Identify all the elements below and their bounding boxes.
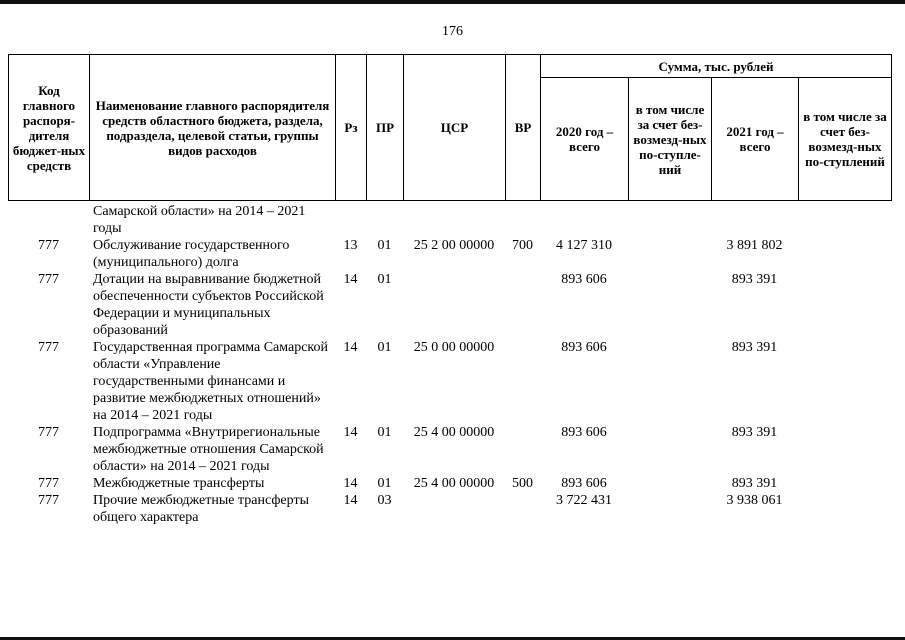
- row-name: Самарской области» на 2014 – 2021 годы: [93, 204, 306, 236]
- header-csr: ЦСР: [404, 55, 506, 201]
- row-2020-total: 893 606: [561, 272, 607, 287]
- row-name: Подпрограмма «Внутрирегиональные межбюджетные отношения Самарской области» на 2014 – 2021 годы: [93, 425, 324, 474]
- header-2020-grants: в том числе за счет без-возмезд-ных по-ступле-ний: [629, 78, 712, 201]
- table-body: [8, 203, 891, 526]
- row-csr: [403, 492, 505, 526]
- row-2021-grants: [798, 492, 891, 526]
- row-rz: 13: [343, 238, 358, 253]
- row-vr: [505, 271, 540, 339]
- header-2020-total: 2020 год – всего: [541, 78, 629, 201]
- row-name: Государственная программа Самарской области «Управление государственными финансами и развитие межбюджетных отношений» на 2014 – 2021 годы: [93, 340, 329, 423]
- header-code: Код главного распоря-дителя бюджет-ных средств: [9, 55, 90, 201]
- row-csr: 25 0 00 00000: [413, 340, 495, 355]
- row-2021-grants: [798, 424, 891, 475]
- row-2021-total: 893 391: [731, 340, 778, 355]
- row-rz: 14: [343, 425, 358, 440]
- row-2021-total: 893 391: [731, 272, 778, 287]
- row-csr: 25 4 00 00000: [413, 425, 495, 440]
- table-row: [8, 271, 891, 339]
- row-csr: [403, 271, 505, 339]
- row-pr: 01: [377, 272, 392, 287]
- table-row: [8, 424, 891, 475]
- row-2021-grants: [798, 203, 891, 237]
- row-rz: [335, 203, 366, 237]
- row-code: 777: [38, 476, 59, 491]
- row-pr: 01: [377, 476, 392, 491]
- row-vr: 700: [512, 238, 533, 253]
- row-2020-total: 4 127 310: [556, 238, 612, 253]
- row-2021-total: 3 891 802: [726, 238, 783, 253]
- table-row: [8, 237, 891, 271]
- row-pr: [366, 203, 403, 237]
- row-code: 777: [38, 493, 59, 508]
- row-vr: [505, 492, 540, 526]
- header-pr: ПР: [367, 55, 404, 201]
- header-name: Наименование главного распорядителя средств областного бюджета, раздела, подраздела, целевой статьи, группы видов расходов: [90, 55, 336, 201]
- row-2020-grants: [628, 203, 711, 237]
- row-code: 777: [38, 425, 59, 440]
- row-2020-grants: [628, 424, 711, 475]
- row-csr: 25 4 00 00000: [413, 476, 495, 491]
- row-code: 777: [38, 238, 59, 253]
- row-2020-grants: [628, 475, 711, 492]
- row-2020-total: 893 606: [561, 425, 607, 440]
- row-2021-grants: [798, 271, 891, 339]
- row-code: [8, 203, 89, 237]
- row-2021-total: 3 938 061: [726, 493, 783, 508]
- table-header: [8, 54, 892, 201]
- page-number: 176: [442, 24, 463, 39]
- row-name: Дотации на выравнивание бюджетной обеспеченности субъектов Российской Федерации и муниципальных образований: [93, 272, 324, 338]
- row-name: Межбюджетные трансферты: [93, 476, 265, 491]
- row-2020-total: 893 606: [561, 340, 607, 355]
- row-2020-total: [540, 203, 628, 237]
- row-pr: 01: [377, 340, 392, 355]
- row-vr: [505, 339, 540, 424]
- header-2021-total: 2021 год – всего: [712, 78, 799, 201]
- row-rz: 14: [343, 493, 358, 508]
- row-code: 777: [38, 340, 59, 355]
- row-2021-total: [711, 203, 798, 237]
- row-2021-grants: [798, 339, 891, 424]
- row-csr: 25 2 00 00000: [413, 238, 495, 253]
- table-row: [8, 339, 891, 424]
- row-code: 777: [38, 272, 59, 287]
- row-csr: [403, 203, 505, 237]
- header-sum: Сумма, тыс. рублей: [541, 55, 892, 78]
- row-rz: 14: [343, 476, 358, 491]
- row-vr: 500: [512, 476, 533, 491]
- row-2020-grants: [628, 271, 711, 339]
- row-rz: 14: [343, 272, 358, 287]
- row-pr: 01: [377, 425, 392, 440]
- row-2021-grants: [798, 475, 891, 492]
- row-name: Прочие межбюджетные трансферты общего характера: [93, 493, 309, 525]
- row-name: Обслуживание государственного (муниципального) долга: [93, 238, 290, 270]
- table-row: [8, 492, 891, 526]
- table-row: [8, 475, 891, 492]
- row-2020-total: 893 606: [561, 476, 607, 491]
- row-rz: 14: [343, 340, 358, 355]
- header-vr: ВР: [506, 55, 541, 201]
- row-pr: 03: [377, 493, 392, 508]
- row-2021-total: 893 391: [731, 476, 778, 491]
- row-pr: 01: [377, 238, 392, 253]
- header-2021-grants: в том числе за счет без-возмезд-ных по-ступлений: [799, 78, 892, 201]
- top-rule: [0, 0, 905, 4]
- row-vr: [505, 424, 540, 475]
- header-rz: Рз: [336, 55, 367, 201]
- row-2021-grants: [798, 237, 891, 271]
- row-2020-grants: [628, 492, 711, 526]
- row-2020-total: 3 722 431: [556, 493, 612, 508]
- row-2020-grants: [628, 339, 711, 424]
- row-2020-grants: [628, 237, 711, 271]
- row-vr: [505, 203, 540, 237]
- row-2021-total: 893 391: [731, 425, 778, 440]
- table-row: [8, 203, 891, 237]
